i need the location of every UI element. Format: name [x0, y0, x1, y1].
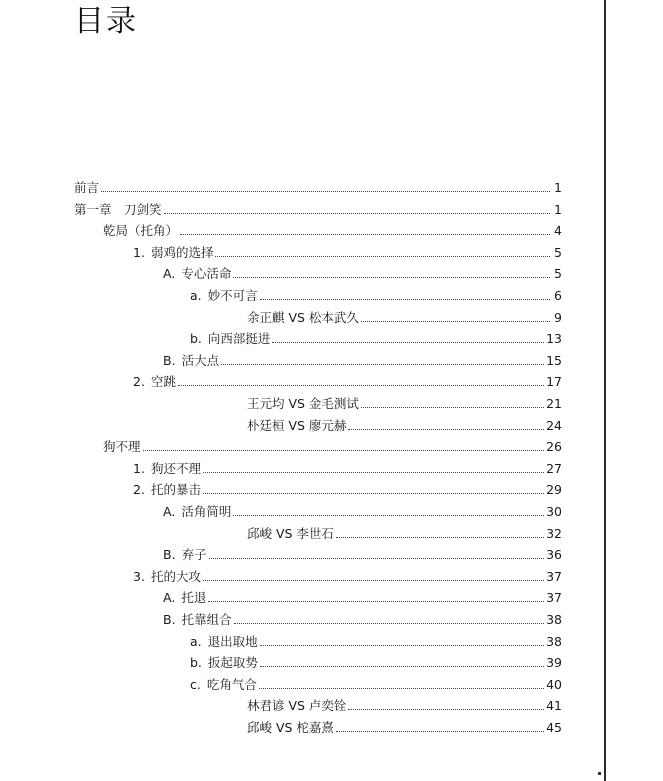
toc-entry-marker: B.: [163, 612, 176, 627]
toc-dot-leader: [348, 428, 544, 430]
toc-dot-leader: [203, 471, 544, 473]
toc-entry-title: 退出取地: [207, 634, 258, 649]
toc-entry-marker: b.: [190, 655, 202, 670]
toc-dot-leader: [203, 492, 544, 494]
toc-dot-leader: [348, 708, 544, 710]
toc-dot-leader: [209, 557, 545, 559]
toc-entry[interactable]: [163, 260, 562, 282]
toc-entry-page-number: 40: [546, 677, 562, 692]
toc-entry-title: 向西部挺进: [207, 331, 271, 346]
page-corner-mark: [598, 772, 601, 775]
toc-dot-leader: [260, 644, 544, 646]
toc-entry-page-number: 32: [546, 526, 562, 541]
toc-entry-page-number: 1: [554, 180, 562, 195]
toc-entry[interactable]: [133, 563, 562, 585]
toc-entry-marker: A.: [163, 504, 176, 519]
toc-dot-leader: [215, 255, 550, 257]
toc-dot-leader: [180, 233, 550, 235]
toc-entry-page-number: 26: [546, 439, 562, 454]
toc-entry[interactable]: [133, 476, 562, 498]
toc-entry-page-number: 13: [546, 331, 562, 346]
toc-entry-title: 活大点: [181, 353, 220, 368]
toc-entry[interactable]: [247, 520, 562, 542]
toc-entry[interactable]: [190, 628, 562, 650]
toc-entry-page-number: 9: [554, 310, 562, 325]
toc-entry-page-number: 37: [546, 590, 562, 605]
toc-entry-page-number: 45: [546, 720, 562, 735]
toc-entry[interactable]: [247, 304, 562, 326]
toc-dot-leader: [101, 190, 550, 192]
toc-dot-leader: [208, 600, 544, 602]
toc-entry-page-number: 1: [554, 202, 562, 217]
toc-dot-leader: [336, 730, 544, 732]
page-edge-line: [604, 0, 606, 781]
toc-entry-marker: 1.: [133, 461, 145, 476]
toc-dot-leader: [233, 514, 544, 516]
toc-entry-marker: B.: [163, 547, 176, 562]
toc-entry[interactable]: [247, 390, 562, 412]
toc-dot-leader: [178, 384, 544, 386]
toc-entry[interactable]: [190, 282, 562, 304]
toc-entry-page-number: 5: [554, 266, 562, 281]
toc-entry[interactable]: [163, 541, 562, 563]
toc-entry-page-number: 30: [546, 504, 562, 519]
toc-dot-leader: [272, 341, 544, 343]
toc-entry-marker: a.: [190, 634, 202, 649]
toc-entry[interactable]: [247, 692, 562, 714]
toc-entry-marker: B.: [163, 353, 176, 368]
toc-entry-title: 托的大攻: [150, 569, 201, 584]
toc-entry-page-number: 15: [546, 353, 562, 368]
toc-entry-page-number: 38: [546, 612, 562, 627]
toc-entry-title: 狗不理: [103, 439, 141, 454]
toc-entry-page-number: 5: [554, 245, 562, 260]
toc-entry-title: 弃子: [181, 547, 207, 562]
toc-entry-title: 空跳: [150, 374, 176, 389]
toc-entry[interactable]: [163, 498, 562, 520]
toc-entry-title: 王元均 VS 金毛测试: [247, 396, 359, 411]
toc-entry[interactable]: [74, 196, 562, 218]
toc-dot-leader: [164, 212, 550, 214]
toc-dot-leader: [233, 276, 550, 278]
toc-entry-title: 托退: [181, 590, 207, 605]
toc-entry-page-number: 6: [554, 288, 562, 303]
toc-dot-leader: [259, 687, 544, 689]
toc-entry[interactable]: [163, 606, 562, 628]
toc-entry[interactable]: [103, 433, 562, 455]
toc-entry-title: 托靠组合: [181, 612, 232, 627]
toc-entry[interactable]: [247, 412, 562, 434]
toc-dot-leader: [221, 363, 544, 365]
toc-entry-marker: 2.: [133, 482, 145, 497]
toc-dot-leader: [361, 320, 550, 322]
toc-entry-page-number: 41: [546, 698, 562, 713]
toc-entry-title: 吃角气合: [206, 677, 257, 692]
toc-entry[interactable]: [133, 455, 562, 477]
toc-entry-title: 活角简明: [181, 504, 232, 519]
toc-entry-page-number: 21: [546, 396, 562, 411]
toc-entry-page-number: 29: [546, 482, 562, 497]
toc-entry-marker: b.: [190, 331, 202, 346]
toc-entry-title: 邱峻 VS 柁嘉熹: [247, 720, 334, 735]
toc-entry[interactable]: [247, 714, 562, 736]
toc-entry-title: 第一章 刀剑笑: [74, 202, 162, 217]
toc-entry[interactable]: [190, 325, 562, 347]
toc-entry-marker: 3.: [133, 569, 145, 584]
toc-entry-title: 专心活命: [181, 266, 232, 281]
toc-entry-title: 林君谚 VS 卢奕铨: [247, 698, 347, 713]
page-title: 目录: [74, 4, 138, 39]
toc-entry-title: 前言: [74, 180, 100, 195]
toc-entry[interactable]: [74, 174, 562, 196]
toc-entry-title: 余正麒 VS 松本武久: [247, 310, 359, 325]
toc-entry-page-number: 17: [546, 374, 562, 389]
toc-entry[interactable]: [190, 649, 562, 671]
toc-entry-title: 邱峻 VS 李世石: [247, 526, 334, 541]
toc-entry-page-number: 37: [546, 569, 562, 584]
toc-entry[interactable]: [190, 671, 562, 693]
toc-entry-title: 朴廷桓 VS 廖元赫: [247, 418, 347, 433]
toc-dot-leader: [260, 665, 544, 667]
toc-entry-marker: A.: [163, 590, 176, 605]
toc-entry-marker: a.: [190, 288, 202, 303]
toc-entry-title: 弱鸡的选择: [150, 245, 214, 260]
toc-entry-marker: 2.: [133, 374, 145, 389]
toc-entry[interactable]: [163, 347, 562, 369]
toc-entry-title: 妙不可言: [207, 288, 258, 303]
toc-entry-title: 狗还不理: [150, 461, 201, 476]
toc-dot-leader: [260, 298, 550, 300]
toc-entry-marker: 1.: [133, 245, 145, 260]
toc-entry[interactable]: [103, 217, 562, 239]
toc-entry[interactable]: [163, 584, 562, 606]
toc-dot-leader: [203, 579, 544, 581]
toc-entry-marker: A.: [163, 266, 176, 281]
toc-entry-title: 扳起取势: [207, 655, 258, 670]
toc-entry-page-number: 24: [546, 418, 562, 433]
toc-entry-page-number: 4: [554, 223, 562, 238]
toc-entry-title: 乾局（托角）: [103, 223, 179, 238]
toc-dot-leader: [234, 622, 545, 624]
toc-entry-page-number: 36: [546, 547, 562, 562]
toc-entry[interactable]: [133, 368, 562, 390]
toc-dot-leader: [143, 449, 545, 451]
toc-dot-leader: [361, 406, 544, 408]
toc-entry-marker: c.: [190, 677, 201, 692]
toc-entry-page-number: 39: [546, 655, 562, 670]
toc-entry[interactable]: [133, 239, 562, 261]
toc-entry-page-number: 38: [546, 634, 562, 649]
toc-dot-leader: [336, 536, 544, 538]
toc-entry-page-number: 27: [546, 461, 562, 476]
toc-entry-title: 托的暴击: [150, 482, 201, 497]
